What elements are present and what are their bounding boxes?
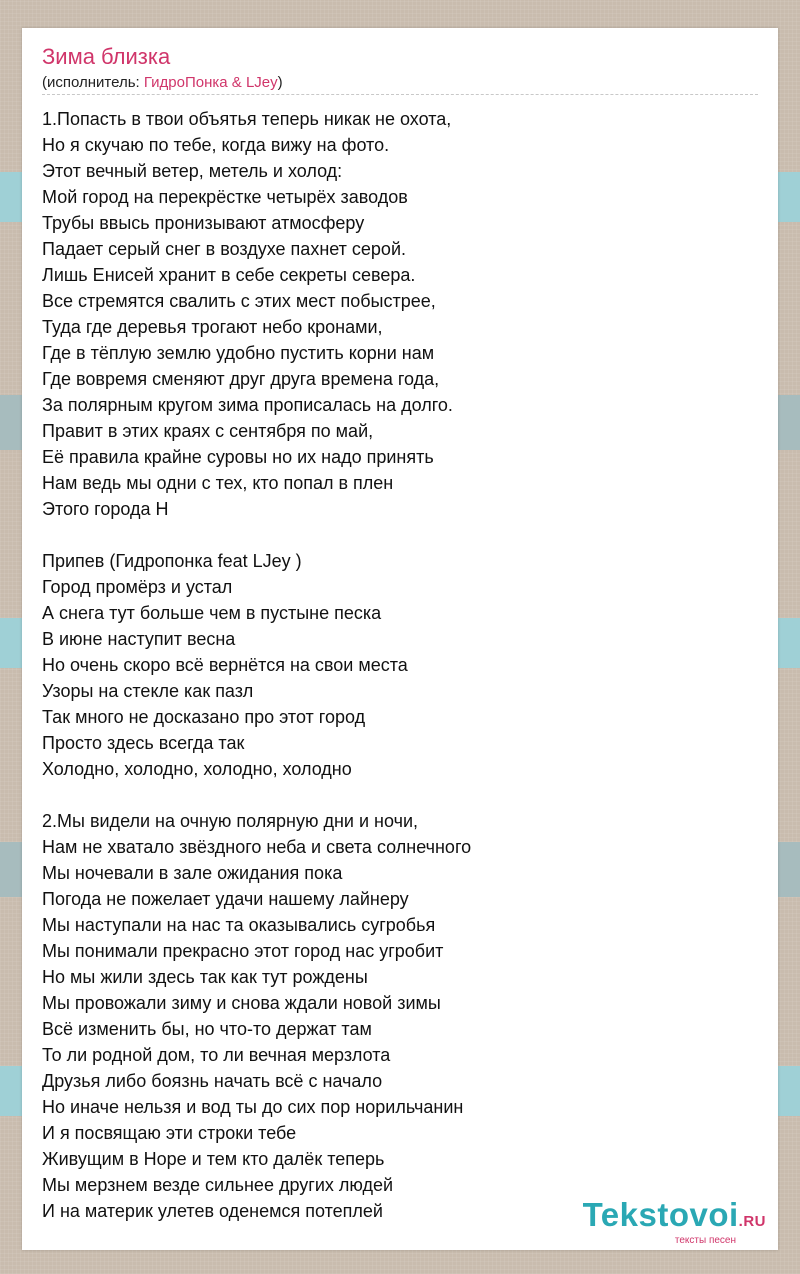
artist-line	[42, 74, 283, 91]
lyrics-line: Этот вечный ветер, метель и холод:	[42, 161, 343, 181]
lyrics-line: Нам ведь мы одни с тех, кто попал в плен	[42, 473, 394, 493]
lyrics-line: Мой город на перекрёстке четырёх заводов	[42, 187, 408, 207]
logo-tagline: тексты песен	[674, 1235, 736, 1246]
lyrics-line: И на материк улетев оденемся потеплей	[42, 1201, 383, 1221]
lyrics-line: Где вовремя сменяют друг друга времена года,	[42, 369, 440, 389]
lyrics-line: Так много не досказано про этот город	[42, 707, 366, 727]
lyrics-line: 1.Попасть в твои объятья теперь никак не охота,	[42, 109, 452, 129]
lyrics-line: Припев (Гидропонка feat LJey )	[42, 551, 302, 571]
lyrics-line: В июне наступит весна	[42, 629, 236, 649]
lyrics-line: Мы понимали прекрасно этот город нас угробит	[42, 941, 444, 961]
lyrics-line: Нам не хватало звёздного неба и света солнечного	[42, 837, 472, 857]
lyrics-line: Погода не пожелает удачи нашему лайнеру	[42, 889, 409, 909]
lyrics-line: Мы мерзнем везде сильнее других людей	[42, 1175, 394, 1195]
lyrics-line: Лишь Енисей хранит в себе секреты севера.	[42, 265, 416, 285]
lyrics-line: Мы наступали на нас та оказывались сугробья	[42, 915, 436, 935]
lyrics-line: Мы провожали зиму и снова ждали новой зимы	[42, 993, 441, 1013]
artist-link[interactable]: ГидроПонка & LJey	[143, 74, 278, 91]
lyrics-line: Мы ночевали в зале ожидания пока	[42, 863, 343, 883]
lyrics-line: Друзья либо боязнь начать всё с начало	[42, 1071, 383, 1091]
lyrics-line: За полярным кругом зима прописалась на долго.	[42, 395, 453, 415]
lyrics-line: Но очень скоро всё вернётся на свои места	[42, 655, 408, 675]
lyrics-line: И я посвящаю эти строки тебе	[42, 1123, 297, 1143]
lyrics-line: Трубы ввысь пронизывают атмосферу	[42, 213, 365, 233]
lyrics-line: Где в тёплую землю удобно пустить корни нам	[42, 343, 435, 363]
artist-prefix: (исполнитель:	[42, 74, 144, 91]
song-title: Зима близка	[42, 44, 171, 69]
lyrics-line: Но иначе нельзя и вод ты до сих пор норильчанин	[42, 1097, 464, 1117]
lyrics-line: Но я скучаю по тебе, когда вижу на фото.	[42, 135, 390, 155]
lyrics-line: Её правила крайне суровы но их надо принять	[42, 447, 434, 467]
lyrics-line: Но мы жили здесь так как тут рождены	[42, 967, 368, 987]
lyrics-text	[42, 106, 762, 1224]
artist-suffix: )	[277, 74, 283, 91]
lyrics-blank-line	[42, 782, 762, 808]
lyrics-line: Всё изменить бы, но что-то держат там	[42, 1019, 372, 1039]
lyrics-card	[22, 28, 778, 1250]
lyrics-blank-line	[42, 522, 762, 548]
lyrics-line: А снега тут больше чем в пустыне песка	[42, 603, 382, 623]
lyrics-line: Узоры на стекле как пазл	[42, 681, 254, 701]
lyrics-line: Живущим в Норе и тем кто далёк теперь	[42, 1149, 385, 1169]
logo-tld: .RU	[738, 1213, 766, 1230]
logo-name: Tekstovoi	[582, 1196, 739, 1233]
lyrics-line: Просто здесь всегда так	[42, 733, 245, 753]
lyrics-line: Падает серый снег в воздухе пахнет серой.	[42, 239, 406, 259]
title-divider	[42, 94, 758, 95]
lyrics-line: Город промёрз и устал	[42, 577, 233, 597]
lyrics-line: Правит в этих краях с сентября по май,	[42, 421, 374, 441]
site-logo[interactable]	[583, 1198, 766, 1246]
lyrics-line: Холодно, холодно, холодно, холодно	[42, 759, 352, 779]
lyrics-line: Туда где деревья трогают небо кронами,	[42, 317, 383, 337]
lyrics-line: Все стремятся свалить с этих мест побыстрее,	[42, 291, 436, 311]
lyrics-line: 2.Мы видели на очную полярную дни и ночи,	[42, 811, 419, 831]
lyrics-line: Этого города Н	[42, 499, 169, 519]
lyrics-line: То ли родной дом, то ли вечная мерзлота	[42, 1045, 391, 1065]
